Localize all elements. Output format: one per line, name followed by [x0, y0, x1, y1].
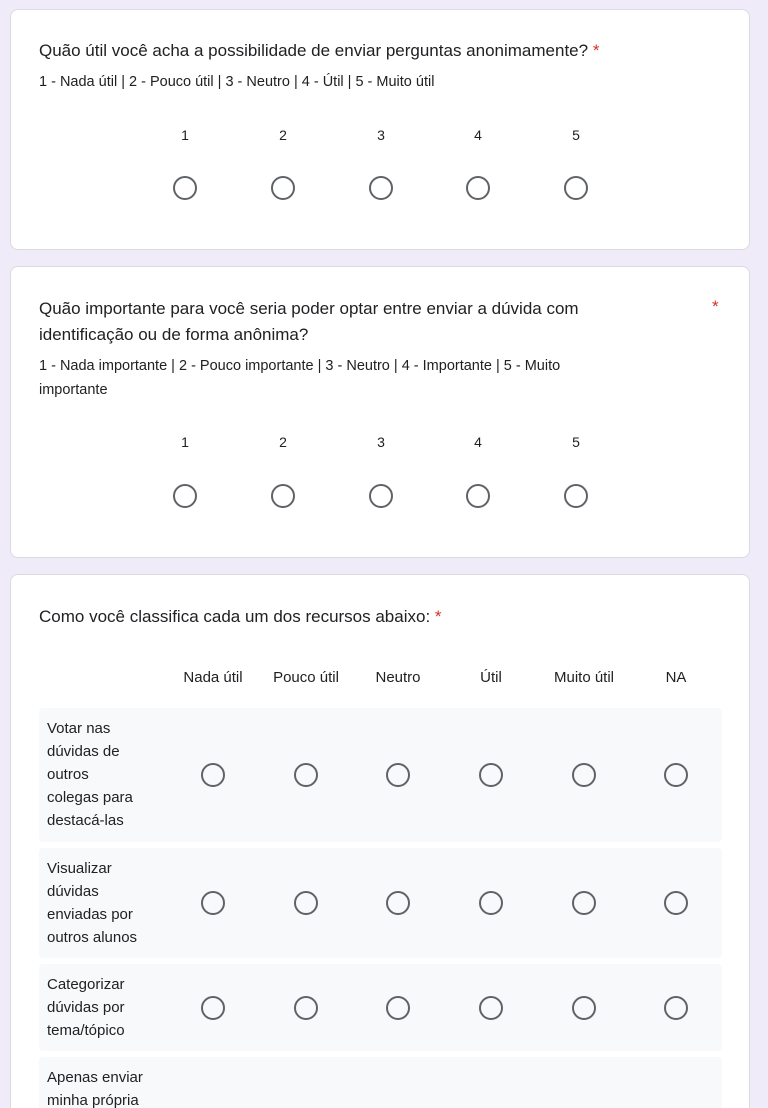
grid-row-label [47, 1066, 165, 1108]
scale-label-4: 4 [474, 127, 482, 143]
scale-label-3: 3 [377, 434, 385, 450]
grid-row-label-line: enviadas por [47, 906, 133, 923]
question-card-anonymous-usefulness [10, 9, 750, 250]
question-card-feature-rating-grid [10, 574, 750, 1108]
grid-row-label [47, 857, 165, 949]
grid-row-label-line: tema/tópico [47, 1022, 125, 1039]
scale-label-1: 1 [181, 127, 189, 143]
radio-util[interactable] [479, 996, 503, 1020]
grid-row-label-line: outros [47, 766, 89, 783]
question-card-identification-choice [10, 266, 750, 558]
radio-option-2[interactable] [271, 484, 295, 508]
radio-neutro[interactable] [386, 996, 410, 1020]
grid-row-label-line: colegas para [47, 789, 133, 806]
radio-option-3[interactable] [369, 176, 393, 200]
grid-row-label-line: destacá-las [47, 812, 124, 829]
radio-pouco-util[interactable] [294, 763, 318, 787]
radio-option-5[interactable] [564, 176, 588, 200]
grid-row-label-line: dúvidas de [47, 743, 120, 760]
grid-row-label-line: Visualizar [47, 860, 112, 877]
required-asterisk: * [434, 607, 442, 626]
question-title [39, 296, 679, 348]
grid-row-label-line: outros alunos [47, 929, 138, 946]
required-asterisk: * [592, 41, 600, 60]
grid-column-header: Neutro [375, 669, 421, 686]
scale-label-2: 2 [279, 127, 287, 143]
scale-label-3: 3 [377, 127, 385, 143]
radio-muito-util[interactable] [572, 891, 596, 915]
radio-nada-util[interactable] [201, 996, 225, 1020]
grid-row-label-line: dúvidas por [47, 999, 125, 1016]
radio-na[interactable] [664, 996, 688, 1020]
scale-label-4: 4 [474, 434, 482, 450]
radio-option-1[interactable] [173, 176, 197, 200]
grid-row-label [47, 717, 165, 832]
question-title-text: Como você classifica cada um dos recursos abaixo: [39, 607, 431, 626]
grid-row [39, 848, 722, 958]
grid-column-header: Pouco útil [273, 669, 339, 686]
grid-column-header: Útil [480, 669, 502, 686]
radio-muito-util[interactable] [572, 763, 596, 787]
radio-na[interactable] [664, 763, 688, 787]
grid-column-header: Muito útil [553, 669, 615, 686]
radio-option-1[interactable] [173, 484, 197, 508]
required-asterisk: * [712, 297, 719, 316]
grid-column-header: NA [665, 669, 687, 686]
grid-row-label-line: Votar nas [47, 720, 111, 737]
question-description: 1 - Nada útil | 2 - Pouco útil | 3 - Neutro | 4 - Útil | 5 - Muito útil [39, 74, 435, 90]
question-description-line-2: importante [39, 382, 108, 398]
radio-option-5[interactable] [564, 484, 588, 508]
question-title [39, 38, 599, 64]
radio-option-2[interactable] [271, 176, 295, 200]
grid-row [39, 964, 722, 1051]
scale-label-5: 5 [572, 434, 580, 450]
grid-row [39, 708, 722, 842]
grid-row-label-line: Categorizar [47, 976, 125, 993]
question-title-line-1: Quão importante para você seria poder optar entre enviar a dúvida com [39, 299, 579, 318]
radio-neutro[interactable] [386, 763, 410, 787]
grid-row-label-line: minha própria [47, 1092, 139, 1108]
scale-label-1: 1 [181, 434, 189, 450]
radio-nada-util[interactable] [201, 891, 225, 915]
radio-muito-util[interactable] [572, 996, 596, 1020]
question-description [39, 354, 560, 402]
radio-util[interactable] [479, 763, 503, 787]
grid-row-label-line: Apenas enviar [47, 1069, 143, 1086]
radio-pouco-util[interactable] [294, 996, 318, 1020]
grid-row [39, 1057, 722, 1108]
question-description-line-1: 1 - Nada importante | 2 - Pouco importante | 3 - Neutro | 4 - Importante | 5 - Muito [39, 358, 561, 374]
grid-column-header: Nada útil [183, 669, 243, 686]
radio-nada-util[interactable] [201, 763, 225, 787]
radio-pouco-util[interactable] [294, 891, 318, 915]
question-title [39, 604, 442, 630]
radio-option-4[interactable] [466, 176, 490, 200]
radio-util[interactable] [479, 891, 503, 915]
question-title-line-2: identificação ou de forma anônima? [39, 325, 309, 344]
radio-na[interactable] [664, 891, 688, 915]
grid-row-label-line: dúvidas [47, 883, 99, 900]
grid-row-label [47, 973, 165, 1042]
radio-neutro[interactable] [386, 891, 410, 915]
radio-option-4[interactable] [466, 484, 490, 508]
question-title-text: Quão útil você acha a possibilidade de enviar perguntas anonimamente? [39, 41, 589, 60]
radio-option-3[interactable] [369, 484, 393, 508]
scale-label-5: 5 [572, 127, 580, 143]
scale-label-2: 2 [279, 434, 287, 450]
